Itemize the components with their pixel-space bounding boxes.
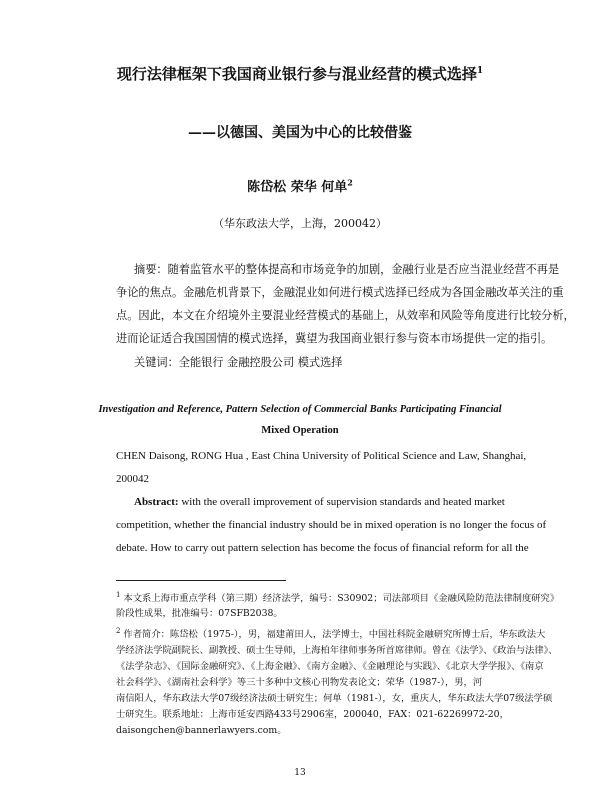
- title-footnote-mark: 1: [476, 66, 484, 76]
- authors: [0, 176, 600, 195]
- abstract-en-label: Abstract:: [134, 496, 179, 508]
- english-abstract-line: competition, whether the financial industry should be in mixed operation is no longer the focus of: [116, 519, 547, 531]
- abstract-zh-line: 摘要：随着监管水平的整体提高和市场竞争的加剧，金融行业是否应当混业经营不再是: [134, 263, 560, 276]
- footnote-2-line: 《法学杂志》、《国际金融研究》、《上海金融》、《南方金融》、《金融理论与实践》、《北京大学学报》、《南京: [116, 661, 544, 672]
- footnote-1: [116, 590, 559, 604]
- footnote-1-text: 本文系上海市重点学科（第三期）经济法学，编号：S30902；司法部项目《金融风险防范法律制度研究》: [120, 593, 560, 604]
- footnote-1-line: 阶段性成果，批准编号：07SFB2038。: [116, 608, 283, 619]
- authors-footnote-mark: 2: [347, 177, 353, 188]
- footnote-2-line: 社会科学》、《湖南社会科学》等三十多种中文核心刊物发表论文；荣华（1987-），男，河: [116, 677, 483, 688]
- footnote-2-line: 学经济法学院副院长、副教授、硕士生导师，上海柏年律师事务所首席律师。曾在《法学》、《政治与法律》、: [116, 645, 558, 656]
- footnote-2-text: 作者简介：陈岱松（1975-），男，福建莆田人，法学博士，中国社科院金融研究所博士后，华东政法大: [120, 629, 546, 640]
- english-authors-line2: 200042: [116, 473, 149, 485]
- footnote-2-mark: 2: [116, 626, 121, 635]
- paper-title: [0, 63, 600, 84]
- page-number: 13: [294, 768, 306, 778]
- footnote-rule: [116, 580, 286, 581]
- footnote-1-mark: 1: [116, 590, 121, 599]
- affiliation: （华东政法大学，上海，200042）: [213, 217, 387, 230]
- english-title: Investigation and Reference, Pattern Selection of Commercial Banks Participating Financial: [98, 404, 502, 415]
- english-abstract-line: debate. How to carry out pattern selection has become the focus of financial reform for all the: [116, 542, 529, 554]
- footnote-2: [116, 626, 545, 640]
- english-title-line2: Mixed Operation: [261, 425, 339, 436]
- english-abstract-line: [134, 496, 505, 508]
- abstract-en-text: with the overall improvement of supervision standards and heated market: [178, 496, 505, 508]
- abstract-zh-line: 点。因此，本文在介绍境外主要混业经营模式的基础上，从效率和风险等角度进行比较分析，: [116, 309, 575, 322]
- keywords: 关键词：全能银行 金融控股公司 模式选择: [134, 356, 343, 369]
- authors-text: 陈岱松 荣华 何单: [247, 180, 348, 195]
- english-authors: CHEN Daisong, RONG Hua , East China University of Political Science and Law, Shanghai,: [116, 450, 527, 462]
- paper-subtitle: ——以德国、美国为中心的比较借鉴: [188, 125, 412, 141]
- title-text: 现行法律框架下我国商业银行参与混业经营的模式选择: [116, 65, 477, 83]
- footnote-2-email: daisongchen@bannerlawyers.com。: [116, 725, 287, 736]
- abstract-zh-line: 争论的焦点。金融危机背景下，金融混业如何进行模式选择已经成为各国金融改革关注的重: [116, 286, 564, 299]
- footnote-2-line: 南信阳人，华东政法大学07级经济法硕士研究生；何单（1981-），女，重庆人，华东政法大学07级法学硕: [116, 693, 553, 704]
- footnote-2-line: 士研究生。联系地址：上海市延安西路433号2906室，200040，FAX：021-62269972-20，: [116, 709, 509, 720]
- abstract-zh-line: 进而论证适合我国国情的模式选择，冀望为我国商业银行参与资本市场提供一定的指引。: [116, 332, 553, 345]
